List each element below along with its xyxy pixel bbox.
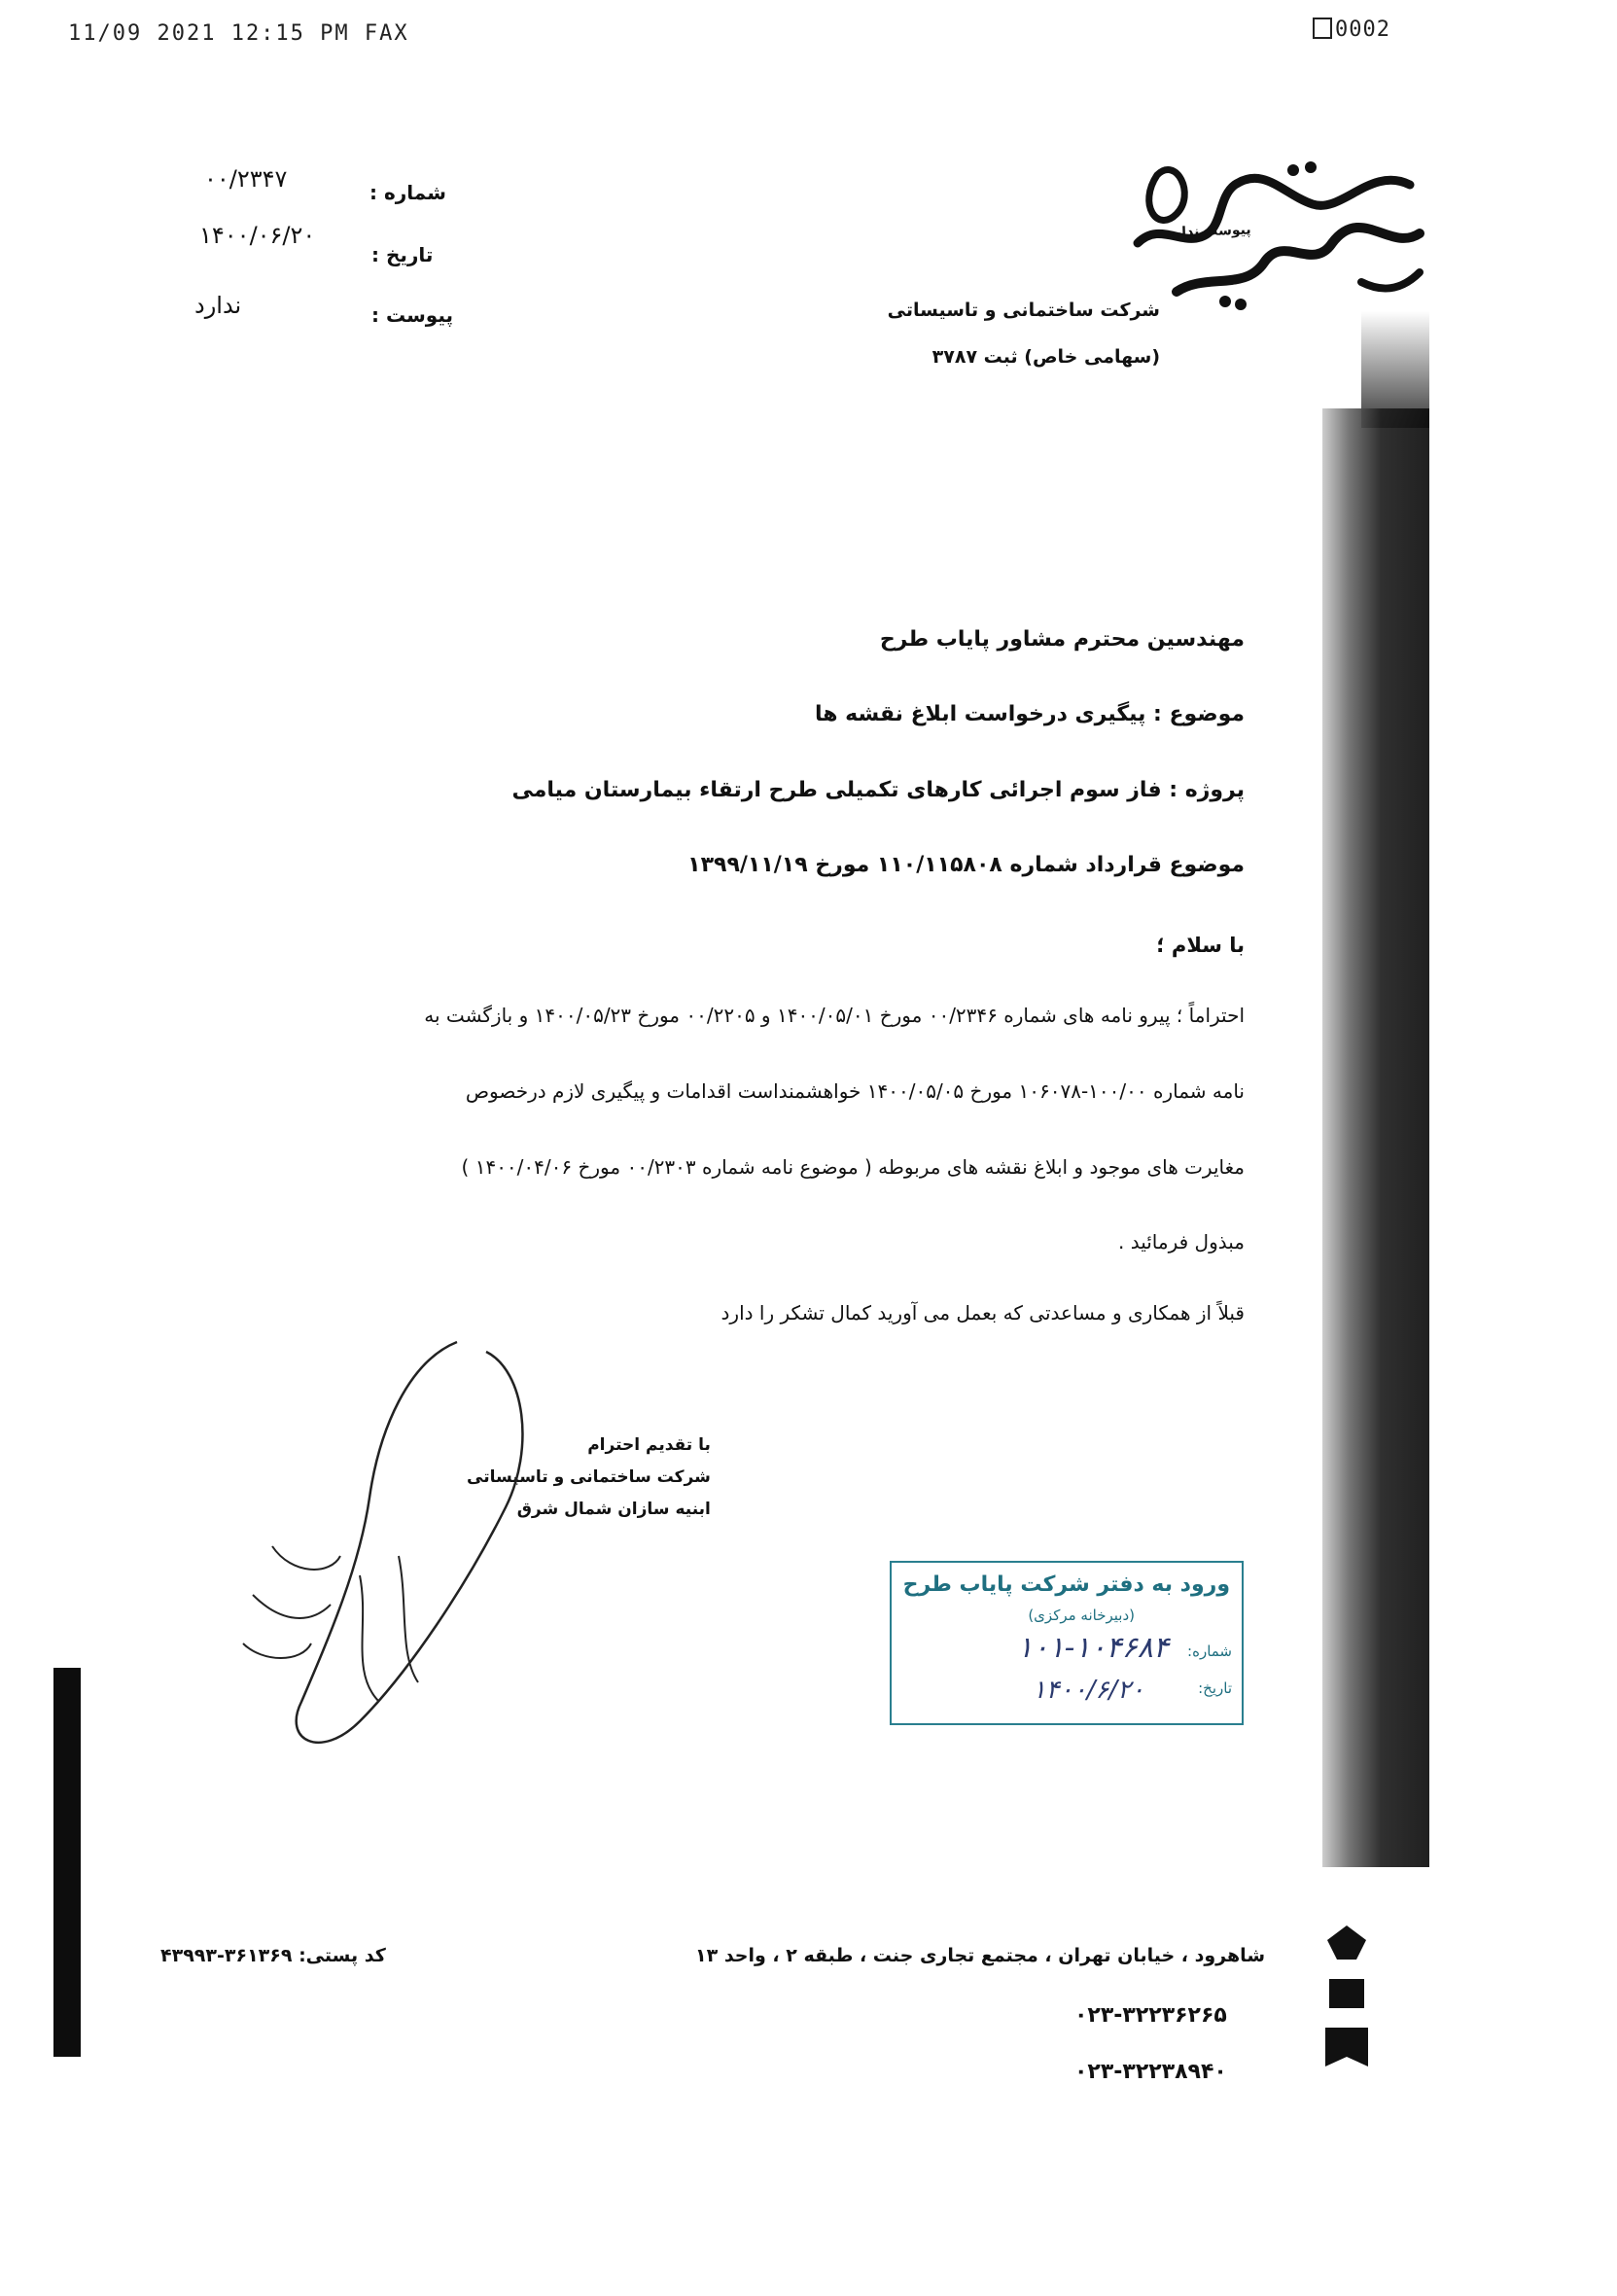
company-name: شرکت ساختمانی و تاسیساتی — [887, 300, 1160, 321]
body-paragraph-line: مغایرت های موجود و ابلاغ نقشه های مربوطه ( موضوع نامه شماره ۰۰/۲۳۰۳ مورخ ۱۴۰۰/۰۴/۰۶ ) — [461, 1155, 1245, 1179]
receipt-number-value: ۱۰۱-۱۰۴۶۸۴ — [1017, 1631, 1169, 1665]
recipient: مهندسین محترم مشاور پایاب طرح — [879, 627, 1245, 652]
greeting: با سلام ؛ — [1156, 934, 1245, 957]
signature-line: با تقدیم احترام — [587, 1435, 711, 1455]
footer-postal-code: کد پستی: ۳۶۱۳۶۹-۴۳۹۹۳ — [160, 1945, 386, 1966]
company-type: (سهامی خاص) ثبت ۳۷۸۷ — [932, 346, 1160, 368]
body-paragraph-line: نامه شماره ۱۰۰/۰۰-۱۰۶۰۷۸ مورخ ۱۴۰۰/۰۵/۰۵ خواهشمنداست اقدامات و پیگیری لازم درخصوص — [465, 1079, 1245, 1103]
scan-band-right — [1322, 408, 1429, 1867]
receipt-date-label: تاریخ: — [1198, 1679, 1232, 1697]
fax-page-number — [1313, 18, 1390, 42]
contract-line: موضوع قرارداد شماره ۱۱۰/۱۱۵۸۰۸ مورخ ۱۳۹۹/۱۱/۱۹ — [687, 853, 1245, 877]
footer-phone: ۰۲۳-۳۲۲۳۶۲۶۵ — [1074, 2003, 1227, 2028]
receipt-stamp-subtitle: (دبیرخانه مرکزی) — [1028, 1607, 1135, 1624]
receipt-stamp — [890, 1561, 1244, 1725]
scan-band-left — [53, 1668, 81, 2057]
footer-fax: ۰۲۳-۳۲۲۳۸۹۴۰ — [1074, 2060, 1227, 2084]
receipt-date-value: ۱۴۰۰/۶/۲۰ — [1032, 1676, 1144, 1705]
signature-line: شرکت ساختمانی و تاسیساتی — [467, 1467, 711, 1487]
number-label: شماره : — [369, 181, 446, 204]
signature-line: ابنیه سازان شمال شرق — [516, 1500, 711, 1519]
subject-line: موضوع : پیگیری درخواست ابلاغ نقشه ها — [814, 702, 1245, 726]
receipt-stamp-title: ورود به دفتر شرکت پایاب طرح — [902, 1572, 1230, 1597]
date-value: ۱۴۰۰/۰۶/۲۰ — [199, 222, 316, 249]
body-paragraph-line: احتراماً ؛ پیرو نامه های شماره ۰۰/۲۳۴۶ مورخ ۱۴۰۰/۰۵/۰۱ و ۰۰/۲۲۰۵ مورخ ۱۴۰۰/۰۵/۲۳ و بازگشت به — [424, 1004, 1245, 1027]
footer-logo-marks — [1318, 1921, 1376, 2076]
closing-line: قبلاً از همکاری و مساعدتی که بعمل می آورید کمال تشکر را دارد — [721, 1301, 1245, 1325]
footer-address: شاهرود ، خیابان تهران ، مجتمع تجاری جنت ، طبقه ۲ ، واحد ۱۳ — [695, 1945, 1265, 1966]
attachment-stamp: پیوست ندارد — [1166, 222, 1251, 241]
receipt-number-label: شماره: — [1187, 1643, 1232, 1660]
fax-page-icon — [1313, 18, 1332, 39]
fax-page-value: 0002 — [1335, 18, 1390, 42]
body-paragraph-line: مبذول فرمائید . — [1117, 1230, 1245, 1254]
fax-header: 11/09 2021 12:15 PM FAX — [68, 21, 409, 46]
project-line: پروژه : فاز سوم اجرائی کارهای تکمیلی طرح ارتقاء بیمارستان میامی — [511, 778, 1245, 802]
attachment-label: پیوست : — [371, 303, 454, 327]
handwritten-signature — [214, 1332, 564, 1780]
number-value: ۰۰/۲۳۴۷ — [204, 165, 288, 193]
attachment-value: ندارد — [194, 292, 242, 319]
date-label: تاریخ : — [371, 243, 434, 266]
